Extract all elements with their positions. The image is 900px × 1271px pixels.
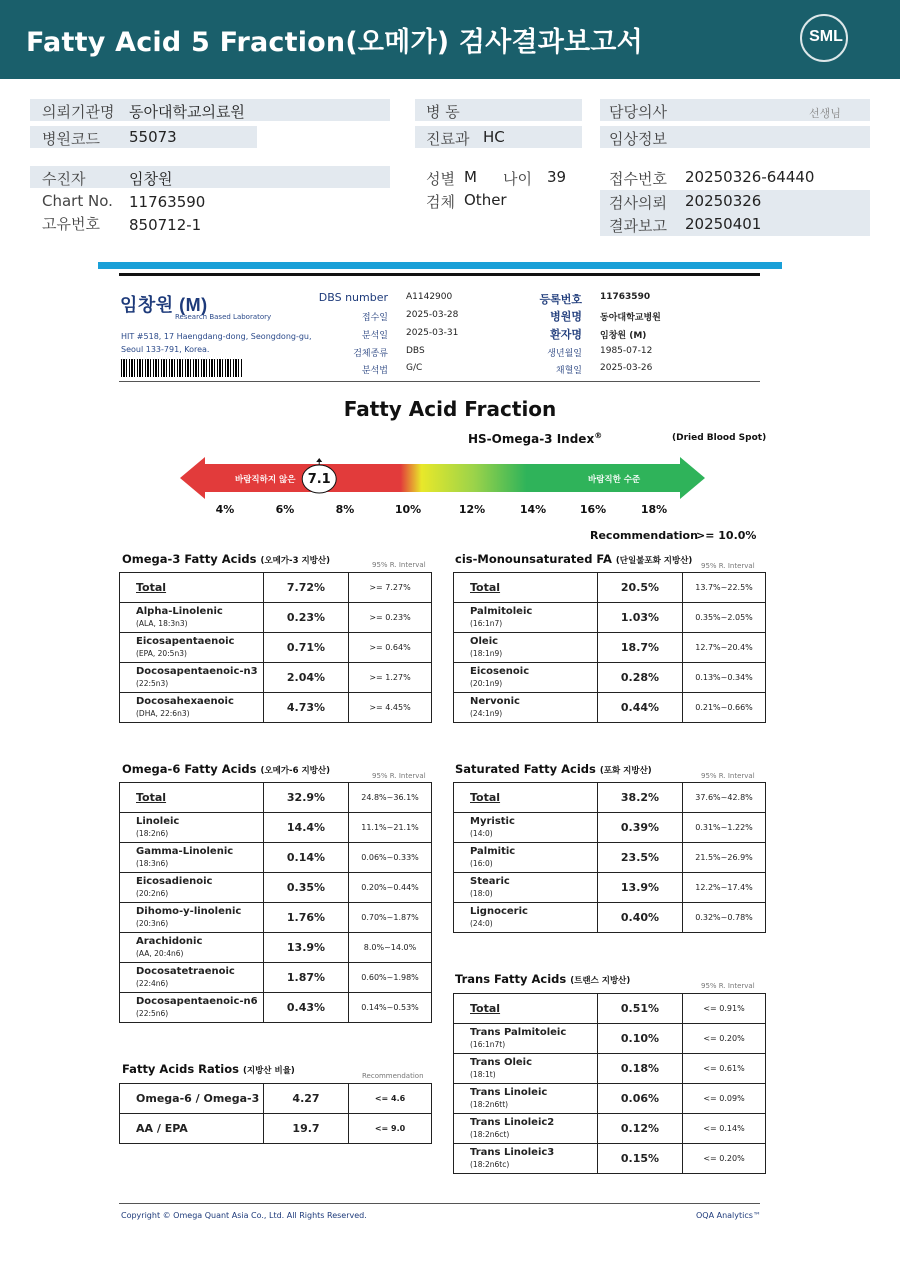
acid-name [120,1084,264,1114]
acid-name-text: Total [136,580,167,594]
reg-value: 11763590 [600,292,651,302]
table-row [454,783,766,813]
acid-name [454,1114,598,1144]
acid-name [454,573,598,603]
reference-interval: 0.06%~0.33% [349,843,432,873]
institution-label: 의뢰기관명 [42,103,115,121]
acid-name [454,843,598,873]
acid-notation: (ALA, 18:3n3) [136,618,188,628]
acid-name [454,994,598,1024]
footer-rule [119,1203,760,1204]
acid-notation: (18:0) [470,888,493,898]
acid-name [454,813,598,843]
report-top-rule [119,273,760,276]
acid-value: 7.72% [264,573,349,603]
acid-name-text: Alpha-Linolenic [136,605,223,617]
acid-notation: (16:1n7) [470,618,503,628]
acid-value: 0.10% [598,1024,683,1054]
acid-name-text: Trans Oleic [470,1056,533,1068]
table-row [120,573,432,603]
acid-value: 0.12% [598,1114,683,1144]
tick-4: 4% [215,503,235,516]
mono-title-text: cis-Monounsaturated FA [455,552,612,566]
acid-name-text: Total [470,580,501,594]
table-row [120,783,432,813]
acid-notation: (16:0) [470,858,493,868]
acid-name-text: Eicosenoic [470,665,530,677]
hospital-value: 동아대학교병원 [600,313,661,323]
acid-name [120,663,264,693]
acid-name [454,903,598,933]
report-label: 결과보고 [609,217,667,235]
ward-label: 병 동 [426,103,460,121]
table-row [120,1114,432,1144]
table-row [120,633,432,663]
tick-14: 14% [519,503,547,516]
divider [98,262,782,269]
table-row [454,1114,766,1144]
acid-name-text: Palmitoleic [470,605,533,617]
acid-name [454,783,598,813]
acid-notation: (20:2n6) [136,888,169,898]
lab-address-line1: HIT #518, 17 Haengdang-dong, Seongdong-gu, [121,332,312,341]
table-row [454,994,766,1024]
acid-value: 0.23% [264,603,349,633]
acid-notation: (24:1n9) [470,708,503,718]
table-row [120,963,432,993]
section-title: Fatty Acid Fraction [343,397,557,421]
table-row [454,903,766,933]
acid-name-text: Total [470,790,501,804]
acid-name [120,573,264,603]
acid-name-text: AA / EPA [136,1121,188,1135]
receive-label: 접수일 [361,313,388,323]
acid-value: 0.40% [598,903,683,933]
omega6-title-ko: (오메가-6 지방산) [260,766,330,776]
dob-value: 1985-07-12 [600,346,653,356]
table-row [454,663,766,693]
acid-name-text: Oleic [470,635,499,647]
tick-18: 18% [640,503,668,516]
dob-label: 생년월일 [547,349,582,359]
acid-name [454,663,598,693]
acid-value: 0.71% [264,633,349,663]
dept-label: 진료과 [426,130,470,148]
acid-name [454,1084,598,1114]
acid-name-text: Docosatetraenoic [136,965,235,977]
acid-name-text: Nervonic [470,695,520,707]
uid-label: 고유번호 [42,215,100,233]
acid-name-text: Omega-6 / Omega-3 [136,1091,260,1105]
reg-mark: ® [594,431,603,440]
acid-value: 1.03% [598,603,683,633]
reference-interval: >= 0.23% [349,603,432,633]
table-row [454,633,766,663]
report-value: 20250401 [685,215,762,233]
omega3-table [119,572,432,723]
sml-logo-text: SML [809,28,843,45]
receipt-label: 접수번호 [609,170,667,188]
acid-value: 0.18% [598,1054,683,1084]
uid-value: 850712-1 [129,216,202,234]
tick-6: 6% [275,503,295,516]
doctor-suffix: 선생님 [809,107,841,120]
reference-interval: <= 0.91% [683,994,766,1024]
trans-title-ko: (트랜스 지방산) [570,976,631,986]
acid-notation: (18:2n6) [136,828,169,838]
acid-name [454,633,598,663]
dept-value: HC [483,128,505,146]
acid-notation: (18:1t) [470,1069,496,1079]
index-value: 7.1 [307,472,331,487]
acid-name-text: Myristic [470,815,515,827]
patient-name: 임창원 [129,170,173,188]
acid-value: 0.35% [264,873,349,903]
index-title [468,431,602,446]
table-row [120,813,432,843]
tick-10: 10% [394,503,422,516]
acid-name-text: Docosapentaenoic-n3 [136,665,258,677]
reference-interval: 21.5%~26.9% [683,843,766,873]
acid-notation: (18:2n6tt) [470,1099,509,1109]
mono-title [455,552,692,566]
specimen-label: 검체 [426,193,455,211]
acid-name [454,693,598,723]
institution-value: 동아대학교의료원 [129,103,245,121]
collect-value: 2025-03-26 [600,363,653,373]
acid-name [120,963,264,993]
acid-notation: (22:5n6) [136,1008,169,1018]
reference-interval: 0.35%~2.05% [683,603,766,633]
chart-label: Chart No. [42,192,113,210]
bad-label: 바람직하지 않은 [235,475,296,485]
ratios-table [119,1083,432,1144]
reference-interval: >= 7.27% [349,573,432,603]
acid-value: 0.14% [264,843,349,873]
acid-value: 0.06% [598,1084,683,1114]
doctor-label: 담당의사 [609,103,667,121]
trans-title-text: Trans Fatty Acids [455,972,567,986]
reference-interval: 0.21%~0.66% [683,693,766,723]
reference-interval: <= 0.20% [683,1144,766,1174]
tick-16: 16% [579,503,607,516]
patient-label: 수진자 [42,170,86,188]
index-title-text: HS-Omega-3 Index [468,432,595,446]
mono-ri-label: 95% R. Interval [701,562,755,570]
acid-notation: (20:1n9) [470,678,503,688]
acid-notation: (DHA, 22:6n3) [136,708,190,718]
acid-name-text: Total [470,1001,501,1015]
tick-12: 12% [458,503,486,516]
acid-name [120,813,264,843]
acid-name-text: Trans Linoleic [470,1086,548,1098]
barcode [121,359,242,377]
reference-interval: 13.7%~22.5% [683,573,766,603]
table-row [454,813,766,843]
omega3-title-ko: (오메가-3 지방산) [260,556,330,566]
table-row [120,993,432,1023]
reference-interval: 0.20%~0.44% [349,873,432,903]
hospital-code-label: 병원코드 [42,130,100,148]
table-row [120,663,432,693]
chart-value: 11763590 [129,193,206,211]
sex-label: 성별 [426,170,455,188]
reference-interval: 0.31%~1.22% [683,813,766,843]
omega3-index-gauge [180,455,710,503]
acid-name [454,1054,598,1084]
table-row [454,873,766,903]
ratios-title-text: Fatty Acids Ratios [122,1062,239,1076]
table-row [454,1024,766,1054]
trans-title [455,972,630,986]
name-value: 임창원 (M) [600,331,647,341]
omega-quant-logo: 임창원 (M) [120,295,208,315]
acid-value: 2.04% [264,663,349,693]
reference-interval: 11.1%~21.1% [349,813,432,843]
reference-interval: 8.0%~14.0% [349,933,432,963]
table-row [454,573,766,603]
method-value: G/C [406,363,423,373]
table-row [120,603,432,633]
table-row [120,903,432,933]
omega3-title [122,552,330,566]
analysis-value: 2025-03-31 [406,328,459,338]
receipt-value: 20250326-64440 [685,168,815,186]
acid-name [120,783,264,813]
reference-interval: <= 0.14% [683,1114,766,1144]
table-row [120,1084,432,1114]
reference-interval: <= 9.0 [349,1114,432,1144]
acid-value: 0.39% [598,813,683,843]
acid-value: 18.7% [598,633,683,663]
table-row [454,1144,766,1174]
lab-address-line2: Seoul 133-791, Korea. [121,345,210,354]
acid-notation: (AA, 20:4n6) [136,948,184,958]
reference-interval: >= 4.45% [349,693,432,723]
acid-name [454,603,598,633]
reg-label: 등록번호 [539,293,582,306]
acid-notation: (22:4n6) [136,978,169,988]
age-value: 39 [547,168,567,186]
acid-name-text: Palmitic [470,845,516,857]
acid-name [120,603,264,633]
acid-name [454,873,598,903]
acid-name-text: Trans Linoleic2 [470,1116,555,1128]
ratios-rec-label: Recommendation [362,1072,424,1080]
dbs-label: DBS number [318,291,388,304]
table-row [454,1084,766,1114]
good-label: 바람직한 수준 [588,475,641,485]
reference-interval: 0.60%~1.98% [349,963,432,993]
acid-value: 32.9% [264,783,349,813]
recommendation-value: >= 10.0% [696,529,757,542]
acid-notation: (18:3n6) [136,858,169,868]
dbs-value: A1142900 [406,292,453,302]
oqa-analytics: OQA Analytics™ [696,1211,761,1220]
reference-interval: 0.13%~0.34% [683,663,766,693]
acid-value: 13.9% [598,873,683,903]
ratios-title-ko: (지방산 비율) [243,1066,295,1076]
receive-value: 2025-03-28 [406,310,459,320]
hospital-label: 병원명 [550,310,582,323]
table-row [454,1054,766,1084]
reference-interval: <= 0.61% [683,1054,766,1084]
tick-8: 8% [335,503,355,516]
hospital-code-value: 55073 [129,128,177,146]
saturated-table [453,782,766,933]
acid-value: 38.2% [598,783,683,813]
acid-notation: (EPA, 20:5n3) [136,648,187,658]
mono-title-ko: (단일불포화 지방산) [615,556,693,566]
acid-value: 19.7 [264,1114,349,1144]
acid-name-text: Total [136,790,167,804]
acid-value: 20.5% [598,573,683,603]
acid-name [120,933,264,963]
acid-name [120,693,264,723]
acid-name-text: Arachidonic [136,935,203,947]
reference-interval: 0.70%~1.87% [349,903,432,933]
request-label: 검사의뢰 [609,194,667,212]
acid-value: 14.4% [264,813,349,843]
table-row [120,873,432,903]
acid-name [454,1024,598,1054]
acid-notation: (20:3n6) [136,918,169,928]
reference-interval: <= 0.20% [683,1024,766,1054]
acid-name-text: Stearic [470,875,510,887]
acid-name-text: Docosapentaenoic-n6 [136,995,258,1007]
acid-name [120,993,264,1023]
specimen-type-label: 검체종류 [353,349,388,359]
acid-value: 4.27 [264,1084,349,1114]
acid-name-text: Dihomo-y-linolenic [136,905,242,917]
acid-name [120,903,264,933]
dried-blood-spot: (Dried Blood Spot) [672,433,767,443]
acid-value: 1.76% [264,903,349,933]
marker-arrow-head [316,458,322,462]
acid-notation: (14:0) [470,828,493,838]
acid-value: 23.5% [598,843,683,873]
acid-name [120,873,264,903]
collect-label: 채혈일 [555,366,582,376]
omega6-table [119,782,432,1023]
acid-name-text: Eicosapentaenoic [136,635,235,647]
omega6-ri-label: 95% R. Interval [372,772,426,780]
acid-name [120,843,264,873]
report-title: Fatty Acid 5 Fraction(오메가) 검사결과보고서 [26,27,643,58]
omega3-ri-label: 95% R. Interval [372,561,426,569]
index-marker [302,458,336,493]
acid-name [120,633,264,663]
acid-value: 0.28% [598,663,683,693]
specimen-value: Other [464,191,507,209]
acid-name [120,1114,264,1144]
acid-notation: (24:0) [470,918,493,928]
reference-interval: 0.14%~0.53% [349,993,432,1023]
acid-name-text: Gamma-Linolenic [136,845,234,857]
request-value: 20250326 [685,192,762,210]
clinical-label: 임상정보 [609,130,667,148]
reference-interval: 24.8%~36.1% [349,783,432,813]
acid-notation: (22:5n3) [136,678,169,688]
age-label: 나이 [503,170,532,188]
mono-table [453,572,766,723]
table-row [120,843,432,873]
acid-notation: (18:2n6tc) [470,1159,510,1169]
reference-interval: >= 1.27% [349,663,432,693]
table-row [454,843,766,873]
recommendation-label: Recommendation [590,529,698,542]
specimen-type-value: DBS [406,346,425,356]
omega3-title-text: Omega-3 Fatty Acids [122,552,257,566]
sex-value: M [464,168,477,186]
report-header [0,0,900,79]
acid-notation: (16:1n7t) [470,1039,506,1049]
acid-name-text: Lignoceric [470,905,528,917]
saturated-title-ko: (포화 지방산) [599,766,652,776]
name-label: 환자명 [550,328,582,341]
trans-table [453,993,766,1174]
acid-name-text: Linoleic [136,815,180,827]
acid-name-text: Eicosadienoic [136,875,213,887]
reference-interval: >= 0.64% [349,633,432,663]
acid-value: 0.51% [598,994,683,1024]
acid-name [454,1144,598,1174]
reference-interval: 0.32%~0.78% [683,903,766,933]
acid-name-text: Trans Linoleic3 [470,1146,555,1158]
acid-notation: (18:2n6ct) [470,1129,510,1139]
analysis-label: 분석일 [361,331,388,341]
saturated-ri-label: 95% R. Interval [701,772,755,780]
acid-value: 4.73% [264,693,349,723]
reference-interval: <= 0.09% [683,1084,766,1114]
table-row [454,693,766,723]
reference-interval: 12.2%~17.4% [683,873,766,903]
acid-value: 1.87% [264,963,349,993]
reference-interval: <= 4.6 [349,1084,432,1114]
trans-ri-label: 95% R. Interval [701,982,755,990]
lab-address [121,330,321,356]
acid-value: 0.43% [264,993,349,1023]
table-row [120,693,432,723]
acid-notation: (18:1n9) [470,648,503,658]
saturated-title [455,762,652,776]
acid-name-text: Docosahexaenoic [136,695,234,707]
acid-value: 13.9% [264,933,349,963]
acid-name-text: Trans Palmitoleic [470,1026,567,1038]
sml-logo [800,14,848,62]
table-row [120,933,432,963]
method-label: 분석법 [361,366,388,376]
copyright: Copyright © Omega Quant Asia Co., Ltd. All Rights Reserved. [121,1211,367,1220]
report-header-rule [119,381,760,382]
saturated-title-text: Saturated Fatty Acids [455,762,596,776]
ratios-title [122,1062,295,1076]
acid-value: 0.44% [598,693,683,723]
reference-interval: 37.6%~42.8% [683,783,766,813]
omega6-title [122,762,330,776]
reference-interval: 12.7%~20.4% [683,633,766,663]
table-row [454,603,766,633]
omega6-title-text: Omega-6 Fatty Acids [122,762,257,776]
acid-value: 0.15% [598,1144,683,1174]
lab-subtitle: Research Based Laboratory [175,313,272,321]
